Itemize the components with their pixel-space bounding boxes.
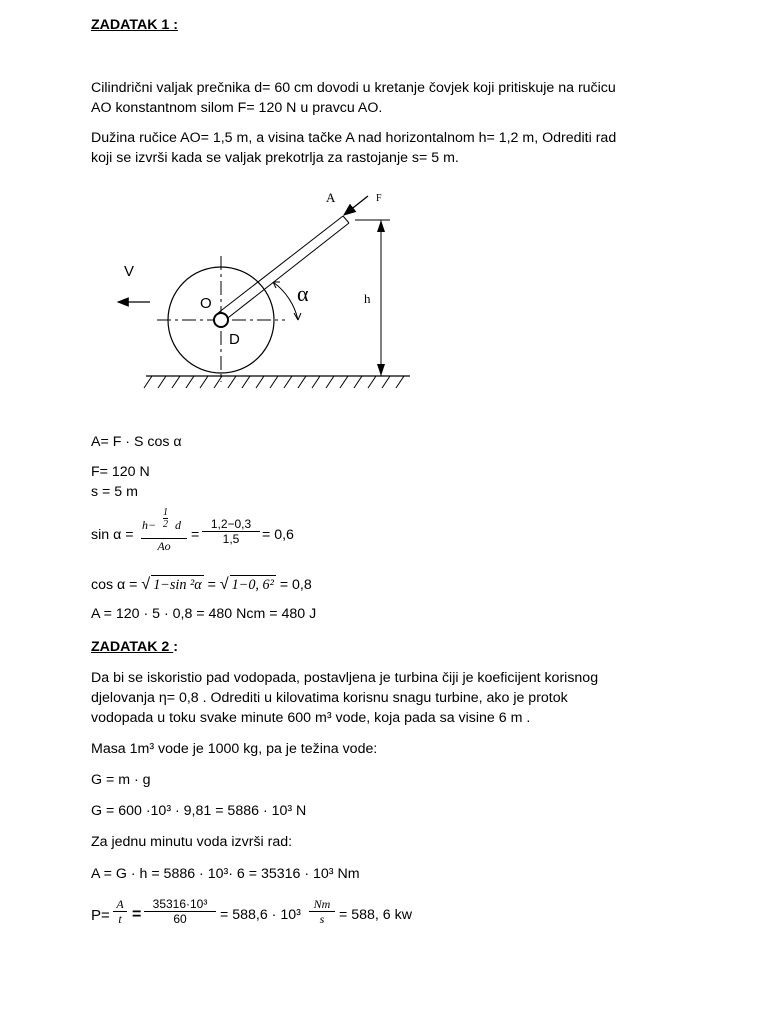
eq-sin-equals: =: [191, 527, 200, 543]
task2-para1-line2: djelovanja η= 0,8 . Odrediti u kilovatima korisnu snagu turbine, ako je protok: [91, 690, 568, 706]
eq-work-formula: A= F · S cos α: [91, 434, 182, 450]
task2-power-fraction-units: $\frac{Nm}{s}$: [309, 897, 335, 926]
hub-circle: [214, 313, 228, 327]
task2-power-equals: =: [132, 906, 142, 923]
eq-sin-fraction: h− 1 2 d Ao: [141, 510, 187, 553]
eq-sin-prefix: sin α =: [91, 527, 134, 543]
eq-distance-value: s = 5 m: [91, 484, 138, 500]
label-point-a: A: [326, 190, 336, 205]
task1-para1-line2: AO konstantnom silom F= 120 N u pravcu AO.: [91, 100, 383, 116]
handle-line-top: [218, 216, 343, 313]
label-angle-alpha: α: [297, 281, 309, 306]
ground-hatching: [144, 376, 404, 388]
task1-para1-line1: Cilindrični valjak prečnika d= 60 cm dovodi u kretanje čovjek koji pritiskuje na ručicu: [91, 80, 616, 96]
task2-para1-line3: vodopada u toku svake minute 600 m³ vode, koja pada sa visine 6 m .: [91, 710, 531, 726]
task2-power-mid: = 588,6 · 10³: [220, 907, 301, 923]
label-velocity-v: V: [124, 263, 135, 280]
label-force-f: F: [376, 193, 382, 204]
task2-power-fraction-a-t: $\frac{A}{t}$: [113, 897, 127, 926]
task1-para2-line1: Dužina ručice AO= 1,5 m, a visina tačke A nad horizontalnom h= 1,2 m, Odrediti rad: [91, 130, 617, 146]
task2-eq-weight-value: G = 600 ·10³ · 9,81 = 5886 · 10³ N: [91, 803, 307, 819]
task2-para1-line1: Da bi se iskoristio pad vodopada, postavljena je turbina čiji je koeficijent korisnog: [91, 670, 599, 686]
label-diameter-d: D: [229, 331, 240, 348]
task2-mass-line: Masa 1m³ vode je 1000 kg, pa je težina vode:: [91, 741, 378, 757]
task2-power-fraction-numeric: $\frac{\text{35316·10³}}{60}$: [144, 897, 216, 926]
task1-heading: ZADATAK 1 :: [91, 17, 178, 33]
task2-power-prefix: P=: [91, 907, 110, 924]
eq-cos-line: cos α = √ 1−sin ²α = √ 1−0, 6² = 0,8: [91, 576, 312, 593]
task2-eq-weight-formula: G = m · g: [91, 772, 151, 788]
label-center-o: O: [200, 295, 212, 312]
task1-para2-line2: koji se izvrši kada se valjak prekotrlja za rastojanje s= 5 m.: [91, 150, 459, 166]
task2-eq-work: A = G · h = 5886 · 10³· 6 = 35316 · 10³ Nm: [91, 866, 360, 882]
eq-work-result: A = 120 · 5 · 0,8 = 480 Ncm = 480 J: [91, 606, 317, 622]
force-arrow: [344, 196, 368, 215]
task2-work-line: Za jednu minutu voda izvrši rad:: [91, 834, 293, 850]
label-height-h: h: [364, 291, 371, 306]
eq-sin-fraction-numeric: $\frac{1,2-0,3}{1,5}$: [202, 517, 260, 546]
eq-force-value: F= 120 N: [91, 464, 150, 480]
eq-sin-result: = 0,6: [262, 527, 294, 543]
task2-power-result: = 588, 6 kw: [339, 907, 412, 923]
task2-heading: ZADATAK 2 :: [91, 639, 178, 655]
